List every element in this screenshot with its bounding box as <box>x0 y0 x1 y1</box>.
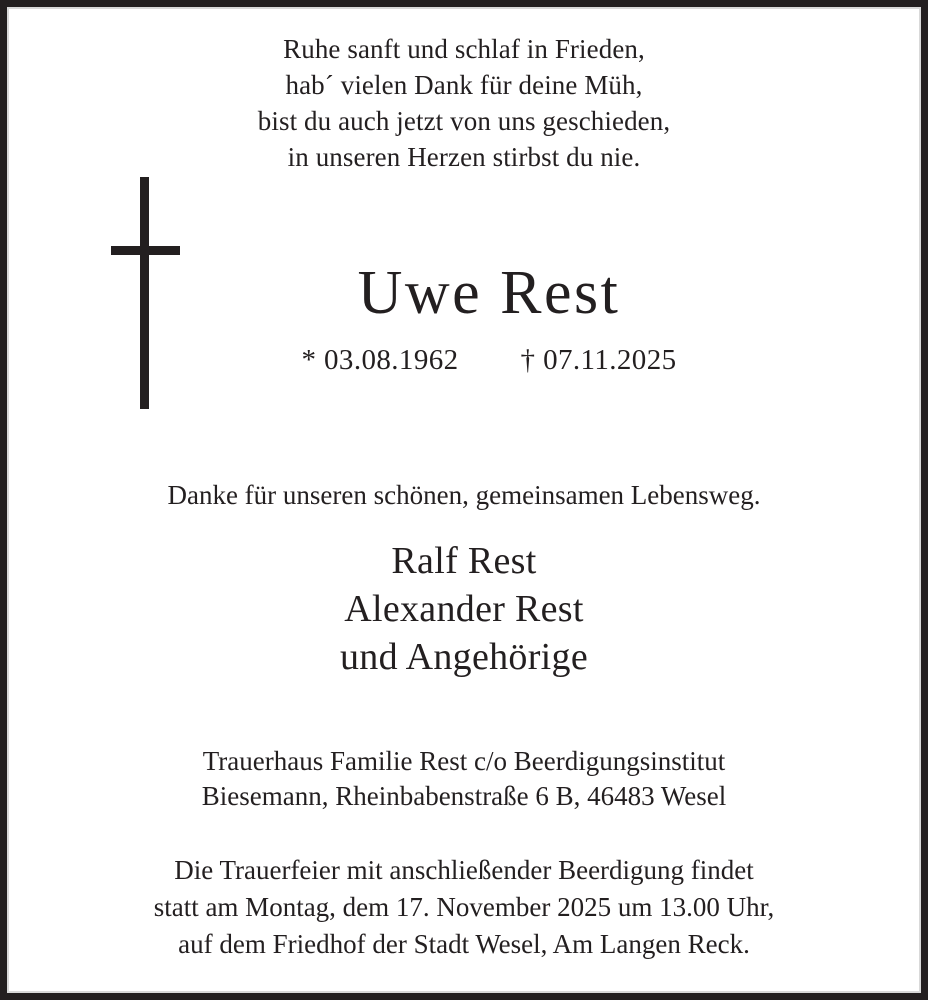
service-line-1: Die Trauerfeier mit anschließender Beerdigung findet <box>174 855 754 885</box>
cross-horizontal-bar <box>111 246 180 255</box>
life-dates <box>199 343 779 377</box>
address-line-1: Trauerhaus Familie Rest c/o Beerdigungsinstitut <box>202 746 726 776</box>
survivor-name-2: Alexander Rest <box>344 588 584 630</box>
service-line-2: statt am Montag, dem 17. November 2025 um 13.00 Uhr, <box>153 892 775 922</box>
service-line-3: auf dem Friedhof der Stadt Wesel, Am Langen Reck. <box>178 929 750 959</box>
latin-cross-icon <box>97 169 197 424</box>
poem-line-2: hab´ vielen Dank für deine Müh, <box>285 70 643 100</box>
poem-line-4: in unseren Herzen stirbst du nie. <box>287 142 641 172</box>
thanks-message: Danke für unseren schönen, gemeinsamen Lebensweg. <box>167 480 761 510</box>
address-line-2: Biesemann, Rheinbabenstraße 6 B, 46483 Wesel <box>201 781 727 811</box>
mourning-house-address <box>9 744 919 814</box>
survivor-relatives: und Angehörige <box>340 636 588 678</box>
obituary-card <box>9 9 919 991</box>
memorial-poem <box>9 31 919 175</box>
deceased-name: Uwe Rest <box>357 259 621 327</box>
survivor-name-1: Ralf Rest <box>391 540 537 582</box>
survivors-block <box>9 537 919 681</box>
birth-date: * 03.08.1962 <box>301 344 459 376</box>
deceased-block <box>199 257 779 377</box>
poem-line-1: Ruhe sanft und schlaf in Frieden, <box>283 34 645 64</box>
frame-inner-gap <box>7 7 921 993</box>
poem-line-3: bist du auch jetzt von uns geschieden, <box>257 106 671 136</box>
death-date: † 07.11.2025 <box>520 344 677 376</box>
cross-vertical-bar <box>140 177 149 409</box>
funeral-service-details <box>9 852 919 963</box>
